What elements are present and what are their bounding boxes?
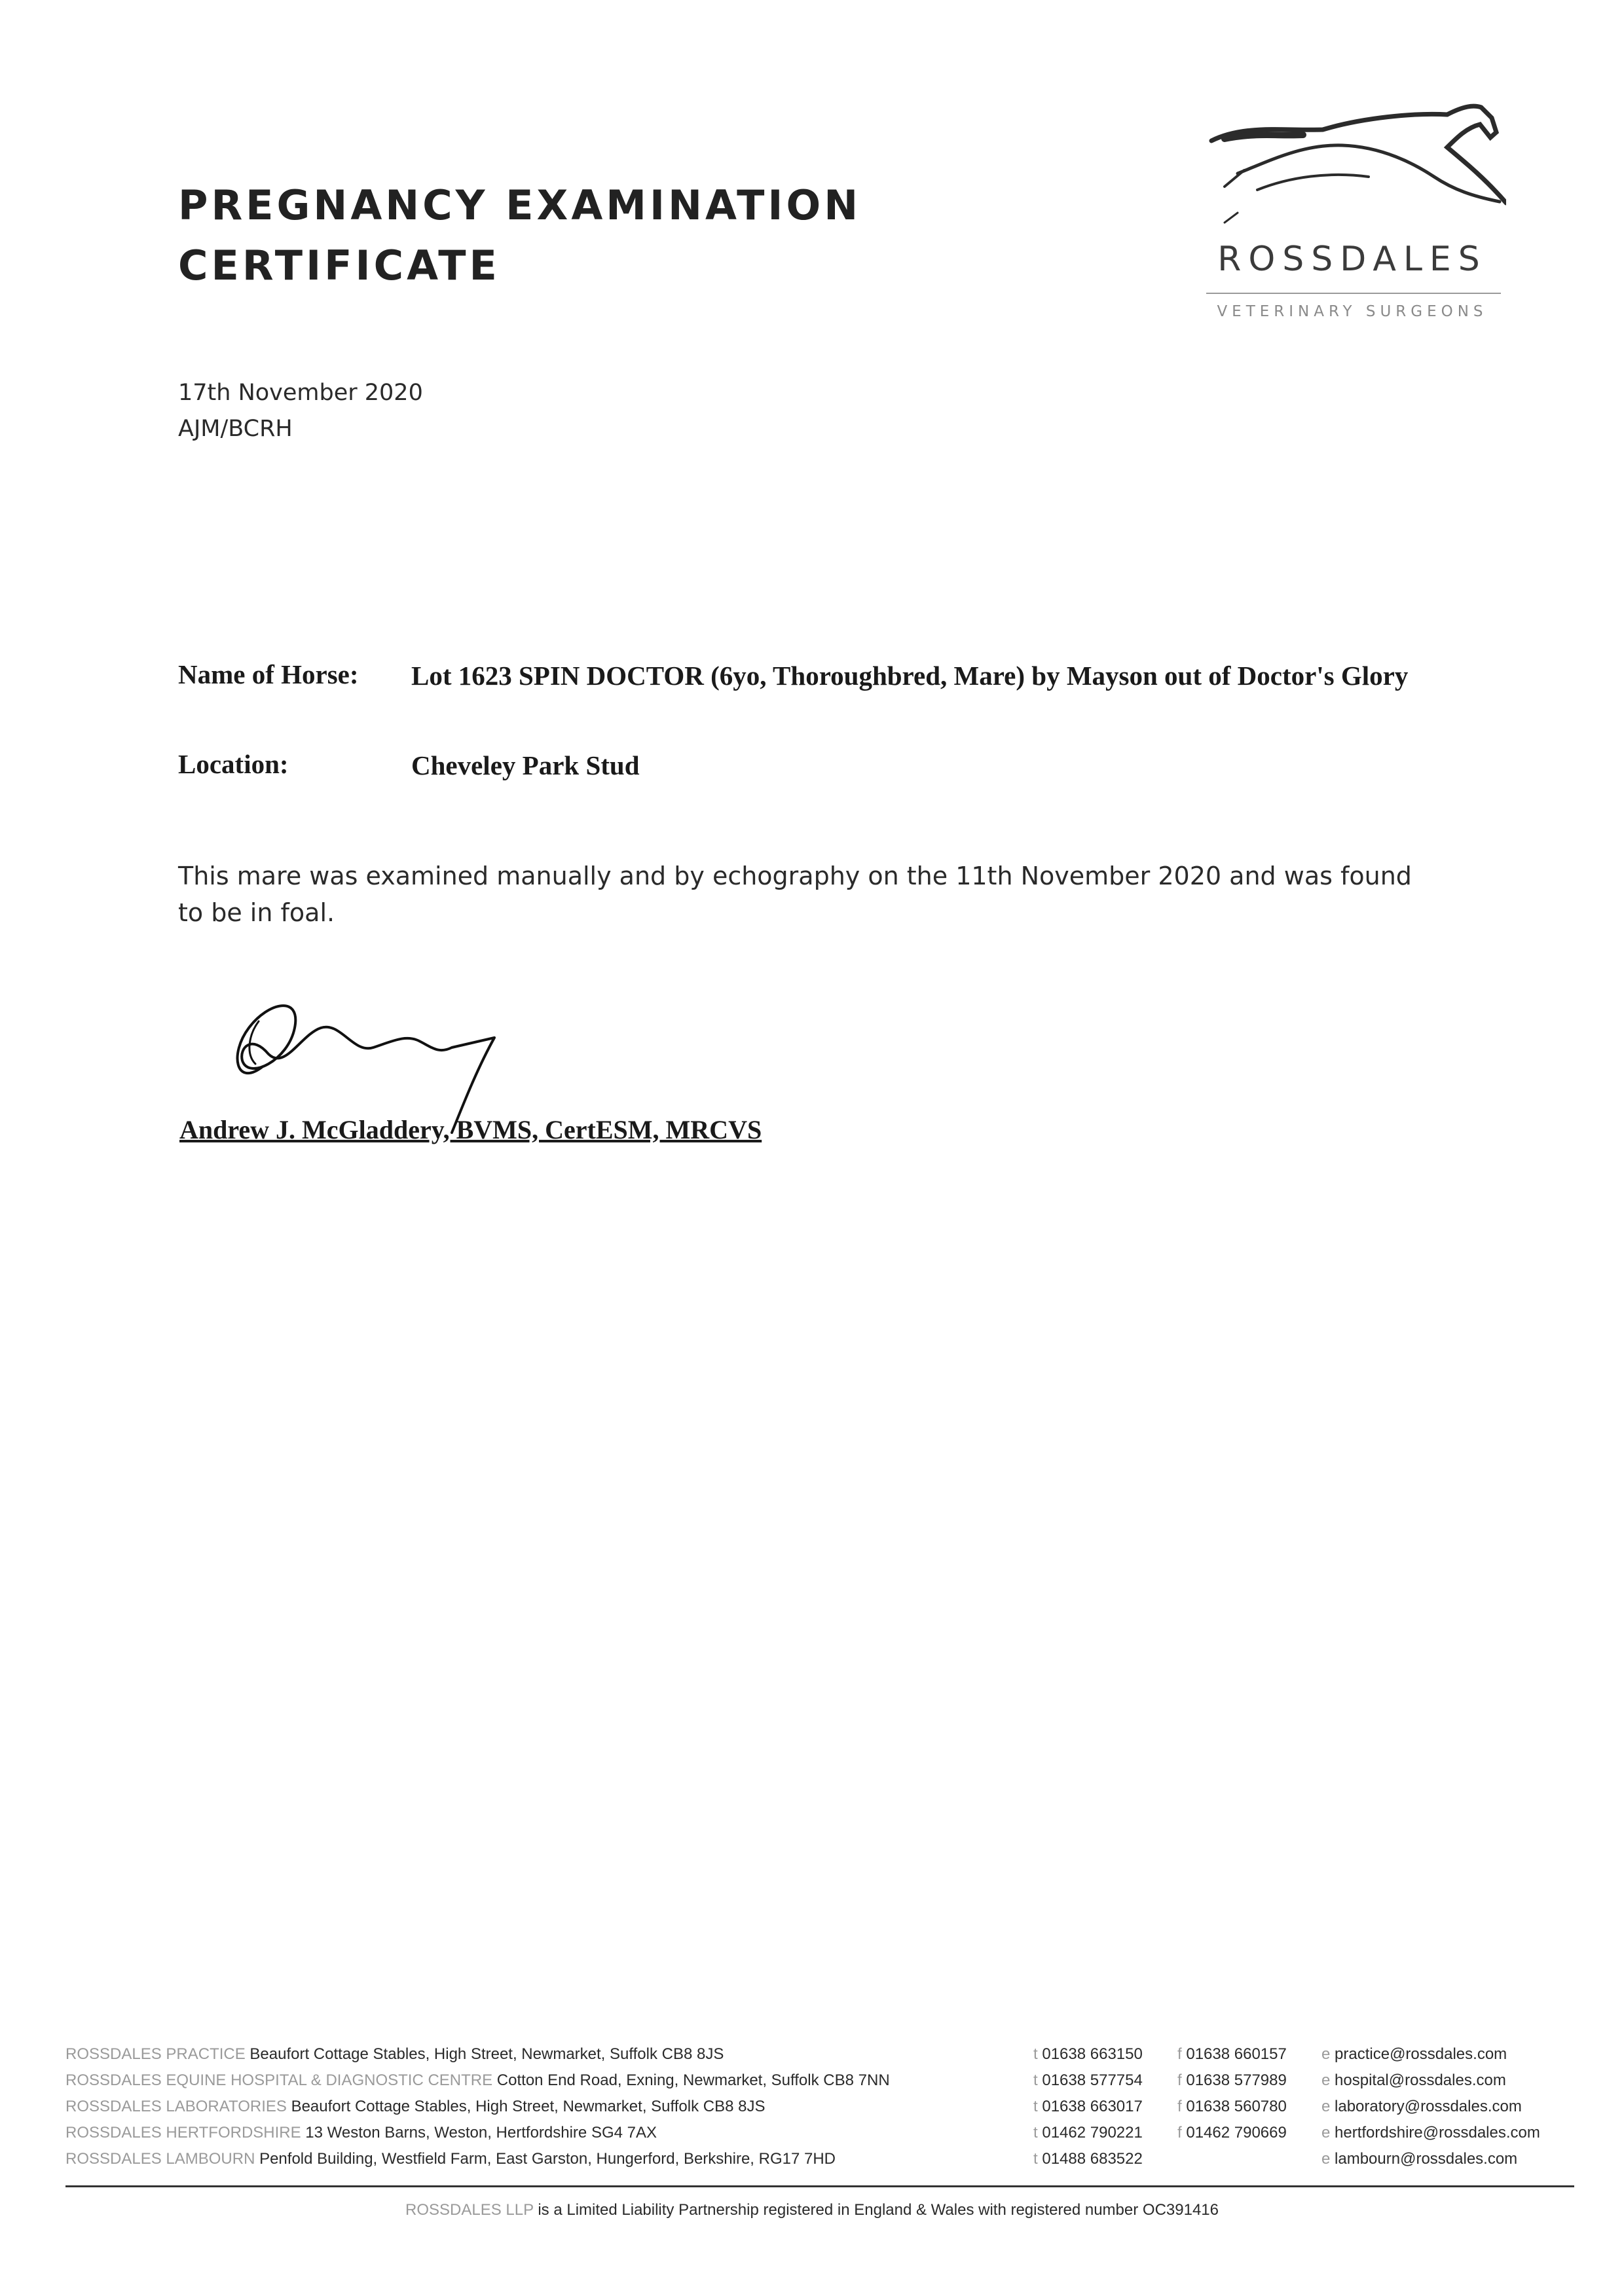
fax-prefix: f (1177, 2124, 1182, 2141)
email-prefix: e (1321, 2045, 1331, 2063)
brand-name: ROSSDALES (1217, 240, 1487, 279)
footer-address: Penfold Building, Westfield Farm, East Garston, Hungerford, Berkshire, RG17 7HD (259, 2150, 836, 2168)
footer-row (65, 2124, 1572, 2150)
horse-name-label: Name of Horse: (178, 659, 359, 689)
footer-row (65, 2071, 1572, 2098)
footer-email: practice@rossdales.com (1335, 2045, 1507, 2063)
footer-dept: ROSSDALES LABORATORIES (65, 2098, 287, 2115)
footer-email: lambourn@rossdales.com (1335, 2150, 1518, 2168)
brand-divider (1206, 293, 1501, 294)
footer-email: laboratory@rossdales.com (1335, 2098, 1522, 2115)
email-prefix: e (1321, 2150, 1331, 2168)
footer-fax: 01638 660157 (1186, 2045, 1287, 2063)
email-prefix: e (1321, 2098, 1331, 2115)
footer-phone: 01462 790221 (1042, 2124, 1143, 2141)
footer-row (65, 2098, 1572, 2124)
fax-prefix: f (1177, 2071, 1182, 2089)
footer-phone: 01638 577754 (1042, 2071, 1143, 2089)
footer-phone: 01488 683522 (1042, 2150, 1143, 2168)
footer-divider (65, 2185, 1574, 2187)
footer-fax: 01638 560780 (1186, 2098, 1287, 2115)
footer-row (65, 2045, 1572, 2071)
footer-dept: ROSSDALES PRACTICE (65, 2045, 246, 2063)
footer-address: Beaufort Cottage Stables, High Street, Newmarket, Suffolk CB8 8JS (249, 2045, 724, 2063)
footer-dept: ROSSDALES HERTFORDSHIRE (65, 2124, 301, 2141)
title-line-1: PREGNANCY EXAMINATION (178, 181, 862, 229)
fax-prefix: f (1177, 2045, 1182, 2063)
footer-fax: 01638 577989 (1186, 2071, 1287, 2089)
tel-prefix: t (1033, 2124, 1038, 2141)
title-line-2: CERTIFICATE (178, 242, 500, 289)
location-label: Location: (178, 749, 289, 779)
tel-prefix: t (1033, 2071, 1038, 2089)
footer-email: hertfordshire@rossdales.com (1335, 2124, 1540, 2141)
footer-fax: 01462 790669 (1186, 2124, 1287, 2141)
footer-address: Beaufort Cottage Stables, High Street, Newmarket, Suffolk CB8 8JS (291, 2098, 766, 2115)
footer-row (65, 2150, 1572, 2176)
legal-notice (0, 2201, 1624, 2219)
footer-dept: ROSSDALES EQUINE HOSPITAL & DIAGNOSTIC CENTRE (65, 2071, 493, 2089)
footer-address: Cotton End Road, Exning, Newmarket, Suffolk CB8 7NN (496, 2071, 890, 2089)
footer-phone: 01638 663017 (1042, 2098, 1143, 2115)
fax-prefix: f (1177, 2098, 1182, 2115)
legal-entity: ROSSDALES LLP (405, 2201, 534, 2219)
email-prefix: e (1321, 2071, 1331, 2089)
examination-statement: This mare was examined manually and by echography on the 11th November 2020 and was found to be in foal. (178, 862, 1412, 927)
footer-address: 13 Weston Barns, Weston, Hertfordshire SG4 7AX (305, 2124, 657, 2141)
tel-prefix: t (1033, 2045, 1038, 2063)
footer-dept: ROSSDALES LAMBOURN (65, 2150, 255, 2168)
tel-prefix: t (1033, 2098, 1038, 2115)
footer-email: hospital@rossdales.com (1335, 2071, 1506, 2089)
horse-name-value: Lot 1623 SPIN DOCTOR (6yo, Thoroughbred, Mare) by Mayson out of Doctor's Glory (411, 661, 1409, 691)
footer-phone: 01638 663150 (1042, 2045, 1143, 2063)
footer-contacts (65, 2045, 1572, 2176)
email-prefix: e (1321, 2124, 1331, 2141)
galloping-horse-icon (1198, 98, 1506, 242)
letter-meta (178, 375, 423, 447)
location-value: Cheveley Park Stud (411, 750, 640, 780)
tel-prefix: t (1033, 2150, 1038, 2168)
rossdales-logo (1198, 98, 1506, 334)
certificate-title (178, 175, 861, 296)
letter-reference: AJM/BCRH (178, 416, 293, 442)
letter-date: 17th November 2020 (178, 380, 423, 406)
legal-text: is a Limited Liability Partnership registered in England & Wales with registered number OC391416 (538, 2201, 1219, 2219)
signatory-name: Andrew J. McGladdery, BVMS, CertESM, MRCVS (179, 1115, 762, 1144)
brand-tagline: VETERINARY SURGEONS (1217, 303, 1488, 320)
